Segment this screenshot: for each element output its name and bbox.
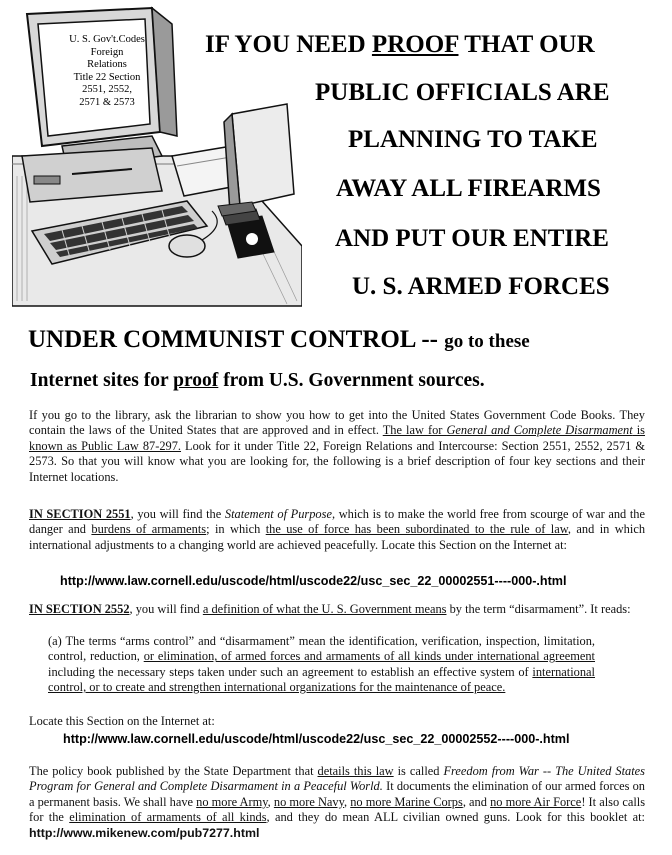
subheadline-proof: proof: [173, 370, 219, 391]
headline-text: THAT OUR: [458, 31, 595, 58]
subheadline: [30, 370, 485, 392]
policy-text: Freedom from War -- The United States Program for General and Complete Disarmament in a Peaceful World.: [29, 764, 645, 794]
headline-text: go to these: [444, 331, 530, 352]
intro-paragraph: [29, 408, 645, 485]
screen-line: U. S. Gov't.Codes: [69, 34, 145, 45]
policy-text: elimination of armaments of all kinds: [69, 810, 267, 825]
intro-text: The law for: [382, 423, 447, 438]
policy-text: It documents the elimination of our armed forces on a permanent basis. We shall have: [29, 779, 645, 809]
section-2552-locate: Locate this Section on the Internet at:: [29, 714, 215, 728]
policy-paragraph: [29, 764, 645, 841]
quote-text: (a) The terms “arms control” and “disarmament” mean the identification, verification, inspection, limitation, control, reduction,: [48, 634, 595, 664]
headline-line-6: U. S. ARMED FORCES: [352, 273, 610, 300]
policy-text: ,: [344, 794, 351, 809]
policy-text: , and: [462, 794, 491, 809]
section-2552-quote: [48, 634, 595, 696]
section-text: ; in which: [206, 522, 266, 537]
headline-proof: PROOF: [371, 31, 459, 58]
section-text: the use of force has been subordinated to the rule of law: [265, 522, 568, 537]
screen-line: Title 22 Section: [73, 71, 141, 83]
intro-text: Look for it under Title 22, Foreign Relations and Intercourse: Section 2551, 2552, 2571 & 2573. So that you will know what you are looking for, the following is a brief description of four key sections and their Internet locations.: [29, 438, 645, 484]
policy-text: no more Marine Corps: [350, 794, 463, 809]
intro-text: General and Complete Disarmament: [446, 423, 633, 438]
screen-line: 2551, 2552,: [82, 84, 132, 95]
policy-text: is called: [393, 764, 444, 778]
headline-line-3: PLANNING TO TAKE: [348, 126, 598, 153]
policy-text: no more Army: [196, 794, 268, 809]
intro-text: If you go to the library, ask the librarian to show you how to get into the United States Government Code Books. They contain the laws of the United States that are approved and in effect.: [29, 408, 645, 438]
policy-text: The policy book published by the State Department that: [29, 764, 318, 778]
headline-line-1: [205, 31, 595, 59]
subheadline-text: Internet sites for: [30, 370, 174, 391]
section-2552-label: IN SECTION 2552: [29, 602, 130, 616]
policy-text: ! It also calls for the: [29, 794, 646, 825]
policy-text: no more Navy: [273, 794, 345, 809]
policy-text: no more Air Force: [490, 794, 582, 809]
policy-text: details this law: [317, 764, 394, 778]
intro-text: is known as Public Law 87-297.: [29, 423, 646, 453]
section-text: , you will find: [129, 602, 203, 616]
section-2551-url[interactable]: http://www.law.cornell.edu/uscode/html/uscode22/usc_sec_22_00002551----000-.html: [60, 574, 567, 588]
headline-line-7: [28, 326, 530, 354]
policy-text: , and they do mean ALL civilian owned guns. Look for this booklet at:: [266, 810, 645, 825]
subheadline-text: from U.S. Government sources.: [218, 370, 485, 391]
section-text: which is to make the world free from scourge of war and the danger and: [29, 507, 646, 537]
section-2551-paragraph: [29, 507, 645, 553]
quote-text: including the necessary steps taken under such an agreement to establish an effective system of: [48, 664, 533, 679]
section-text: , you will find the: [130, 507, 225, 521]
quote-text: international control, or to create and strengthen international organizations for the maintenance of peace.: [48, 664, 595, 695]
headline-line-5: AND PUT OUR ENTIRE: [335, 225, 609, 252]
headline-line-2: PUBLIC OFFICIALS ARE: [315, 79, 610, 106]
screen-line: Foreign: [90, 46, 124, 58]
headline-line-4: AWAY ALL FIREARMS: [336, 175, 601, 202]
headline-text: IF YOU NEED: [205, 31, 372, 58]
quote-text: or elimination, of armed forces and armaments of all kinds under international agreement: [143, 649, 596, 664]
section-text: Statement of Purpose,: [224, 507, 336, 521]
section-text: , and in which international adjustments to a changing world are achieved peacefully. Locate this Section on the Internet at:: [29, 522, 646, 552]
section-2551-label: IN SECTION 2551: [29, 507, 131, 521]
policy-url[interactable]: http://www.mikenew.com/pub7277.html: [29, 825, 260, 840]
monitor-screen-text: [58, 34, 156, 109]
headline-text: UNDER COMMUNIST CONTROL --: [28, 326, 445, 353]
section-2552-url[interactable]: http://www.law.cornell.edu/uscode/html/uscode22/usc_sec_22_00002552----000-.html: [63, 732, 570, 746]
screen-line: Relations: [87, 59, 127, 70]
section-text: a definition of what the U. S. Government means: [202, 602, 447, 616]
policy-text: ,: [267, 794, 274, 809]
section-text: burdens of armaments: [91, 522, 207, 537]
screen-line: 2571 & 2573: [79, 96, 135, 108]
section-text: by the term “disarmament”. It reads:: [446, 602, 631, 616]
section-2552-paragraph: [29, 602, 645, 617]
